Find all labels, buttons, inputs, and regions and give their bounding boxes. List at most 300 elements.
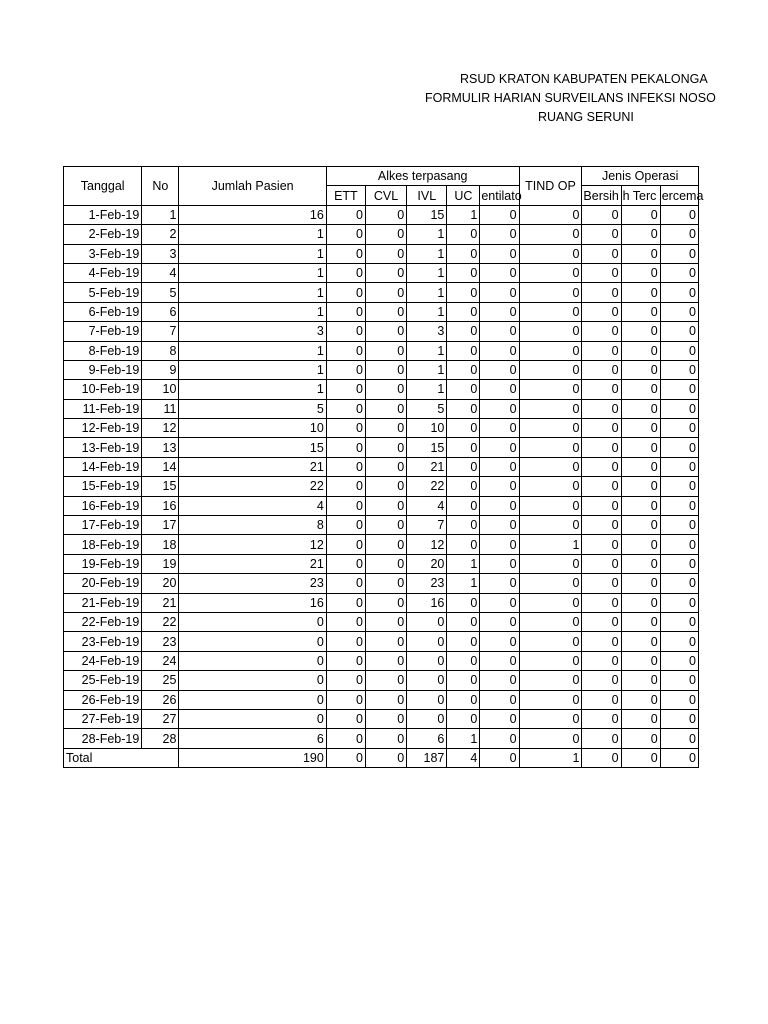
cvl-cell: 0: [365, 690, 406, 709]
tind-op-cell: 0: [519, 457, 582, 476]
header-alkes-terpasang: Alkes terpasang: [326, 167, 519, 186]
table-row: [64, 302, 699, 321]
uc-cell: 0: [447, 709, 480, 728]
date-cell: 23-Feb-19: [64, 632, 142, 651]
tercemar-cell: 0: [660, 457, 698, 476]
jumlah-pasien-cell: 0: [179, 709, 326, 728]
table-row: [64, 244, 699, 263]
no-cell: 9: [142, 360, 179, 379]
table-row: [64, 322, 699, 341]
bersih-tercemar-cell: 0: [621, 651, 660, 670]
bersih-tercemar-cell: 0: [621, 263, 660, 282]
ivl-cell: 1: [407, 225, 447, 244]
tercemar-cell: 0: [660, 205, 698, 224]
date-cell: 5-Feb-19: [64, 283, 142, 302]
tercemar-cell: 0: [660, 574, 698, 593]
bersih-tercemar-cell: 0: [621, 399, 660, 418]
no-cell: 24: [142, 651, 179, 670]
header-uc: UC: [447, 186, 480, 205]
ivl-cell: 15: [407, 438, 447, 457]
no-cell: 21: [142, 593, 179, 612]
tercemar-cell: 0: [660, 709, 698, 728]
table-row: [64, 690, 699, 709]
bersih-cell: 0: [582, 399, 621, 418]
table-row: [64, 283, 699, 302]
date-cell: 24-Feb-19: [64, 651, 142, 670]
jumlah-pasien-cell: 23: [179, 574, 326, 593]
tind-op-cell: 0: [519, 360, 582, 379]
no-cell: 5: [142, 283, 179, 302]
header-ett: ETT: [326, 186, 365, 205]
ventilator-cell: 0: [480, 283, 519, 302]
cvl-cell: 0: [365, 283, 406, 302]
uc-cell: 1: [447, 574, 480, 593]
bersih-tercemar-cell: 0: [621, 302, 660, 321]
ett-cell: 0: [326, 516, 365, 535]
bersih-cell: 0: [582, 516, 621, 535]
jumlah-pasien-cell: 1: [179, 341, 326, 360]
ventilator-cell: 0: [480, 244, 519, 263]
surveillance-table-sheet: [63, 166, 768, 772]
total-cell: 190: [179, 748, 326, 767]
jumlah-pasien-cell: 1: [179, 302, 326, 321]
bersih-tercemar-cell: 0: [621, 554, 660, 573]
bersih-cell: 0: [582, 593, 621, 612]
bersih-tercemar-cell: 0: [621, 496, 660, 515]
jumlah-pasien-cell: 21: [179, 554, 326, 573]
form-title: FORMULIR HARIAN SURVEILANS INFEKSI NOSO: [425, 91, 716, 105]
uc-cell: 0: [447, 632, 480, 651]
ett-cell: 0: [326, 225, 365, 244]
ivl-cell: 6: [407, 729, 447, 748]
bersih-tercemar-cell: 0: [621, 709, 660, 728]
bersih-tercemar-cell: 0: [621, 205, 660, 224]
ett-cell: 0: [326, 380, 365, 399]
uc-cell: 0: [447, 535, 480, 554]
uc-cell: 0: [447, 263, 480, 282]
date-cell: 12-Feb-19: [64, 419, 142, 438]
ventilator-cell: 0: [480, 438, 519, 457]
jumlah-pasien-cell: 22: [179, 477, 326, 496]
bersih-cell: 0: [582, 671, 621, 690]
date-cell: 6-Feb-19: [64, 302, 142, 321]
header-bersih-tercemar: h Terc: [621, 186, 660, 205]
tercemar-cell: 0: [660, 225, 698, 244]
tind-op-cell: 0: [519, 419, 582, 438]
bersih-tercemar-cell: 0: [621, 360, 660, 379]
tercemar-cell: 0: [660, 477, 698, 496]
date-cell: 16-Feb-19: [64, 496, 142, 515]
tind-op-cell: 0: [519, 225, 582, 244]
table-row: [64, 516, 699, 535]
ivl-cell: 5: [407, 399, 447, 418]
jumlah-pasien-cell: 1: [179, 244, 326, 263]
uc-cell: 0: [447, 244, 480, 263]
jumlah-pasien-cell: 1: [179, 225, 326, 244]
ett-cell: 0: [326, 593, 365, 612]
bersih-cell: 0: [582, 341, 621, 360]
uc-cell: 0: [447, 360, 480, 379]
date-cell: 10-Feb-19: [64, 380, 142, 399]
ivl-cell: 1: [407, 244, 447, 263]
table-row: [64, 360, 699, 379]
ett-cell: 0: [326, 360, 365, 379]
cvl-cell: 0: [365, 516, 406, 535]
cvl-cell: 0: [365, 632, 406, 651]
uc-cell: 0: [447, 283, 480, 302]
date-cell: 28-Feb-19: [64, 729, 142, 748]
tind-op-cell: 0: [519, 729, 582, 748]
bersih-cell: 0: [582, 302, 621, 321]
total-cell: 0: [326, 748, 365, 767]
header-bersih: Bersih: [582, 186, 621, 205]
tercemar-cell: 0: [660, 419, 698, 438]
cvl-cell: 0: [365, 263, 406, 282]
jumlah-pasien-cell: 0: [179, 671, 326, 690]
no-cell: 7: [142, 322, 179, 341]
total-cell: 4: [447, 748, 480, 767]
date-cell: 3-Feb-19: [64, 244, 142, 263]
tind-op-cell: 0: [519, 516, 582, 535]
uc-cell: 0: [447, 516, 480, 535]
no-cell: 1: [142, 205, 179, 224]
jumlah-pasien-cell: 10: [179, 419, 326, 438]
bersih-cell: 0: [582, 360, 621, 379]
tercemar-cell: 0: [660, 380, 698, 399]
ventilator-cell: 0: [480, 496, 519, 515]
table-row: [64, 651, 699, 670]
jumlah-pasien-cell: 1: [179, 360, 326, 379]
uc-cell: 1: [447, 205, 480, 224]
table-row: [64, 438, 699, 457]
no-cell: 27: [142, 709, 179, 728]
bersih-tercemar-cell: 0: [621, 477, 660, 496]
ivl-cell: 20: [407, 554, 447, 573]
ett-cell: 0: [326, 671, 365, 690]
no-cell: 18: [142, 535, 179, 554]
jumlah-pasien-cell: 0: [179, 612, 326, 631]
cvl-cell: 0: [365, 419, 406, 438]
ivl-cell: 0: [407, 671, 447, 690]
ivl-cell: 7: [407, 516, 447, 535]
uc-cell: 0: [447, 341, 480, 360]
ward-name: RUANG SERUNI: [538, 110, 634, 124]
ett-cell: 0: [326, 690, 365, 709]
ett-cell: 0: [326, 283, 365, 302]
bersih-tercemar-cell: 0: [621, 341, 660, 360]
total-cell: 0: [582, 748, 621, 767]
tercemar-cell: 0: [660, 322, 698, 341]
bersih-tercemar-cell: 0: [621, 225, 660, 244]
ventilator-cell: 0: [480, 322, 519, 341]
uc-cell: 0: [447, 496, 480, 515]
date-cell: 26-Feb-19: [64, 690, 142, 709]
jumlah-pasien-cell: 4: [179, 496, 326, 515]
jumlah-pasien-cell: 8: [179, 516, 326, 535]
ivl-cell: 16: [407, 593, 447, 612]
table-row: [64, 709, 699, 728]
table-row: [64, 535, 699, 554]
bersih-cell: 0: [582, 574, 621, 593]
bersih-cell: 0: [582, 651, 621, 670]
ventilator-cell: 0: [480, 671, 519, 690]
bersih-cell: 0: [582, 612, 621, 631]
ivl-cell: 1: [407, 283, 447, 302]
ventilator-cell: 0: [480, 516, 519, 535]
date-cell: 9-Feb-19: [64, 360, 142, 379]
total-cell: 0: [660, 748, 698, 767]
tind-op-cell: 0: [519, 399, 582, 418]
bersih-cell: 0: [582, 457, 621, 476]
table-body: [64, 205, 699, 748]
tind-op-cell: 0: [519, 380, 582, 399]
tind-op-cell: 0: [519, 302, 582, 321]
uc-cell: 0: [447, 419, 480, 438]
no-cell: 4: [142, 263, 179, 282]
bersih-cell: 0: [582, 205, 621, 224]
no-cell: 15: [142, 477, 179, 496]
cvl-cell: 0: [365, 205, 406, 224]
table-row: [64, 341, 699, 360]
document-header: [0, 66, 768, 126]
ventilator-cell: 0: [480, 302, 519, 321]
tind-op-cell: 0: [519, 263, 582, 282]
tercemar-cell: 0: [660, 671, 698, 690]
ivl-cell: 10: [407, 419, 447, 438]
ivl-cell: 0: [407, 690, 447, 709]
date-cell: 20-Feb-19: [64, 574, 142, 593]
jumlah-pasien-cell: 21: [179, 457, 326, 476]
table-row: [64, 671, 699, 690]
bersih-cell: 0: [582, 729, 621, 748]
no-cell: 11: [142, 399, 179, 418]
bersih-tercemar-cell: 0: [621, 516, 660, 535]
tercemar-cell: 0: [660, 438, 698, 457]
cvl-cell: 0: [365, 438, 406, 457]
bersih-cell: 0: [582, 380, 621, 399]
uc-cell: 0: [447, 612, 480, 631]
date-cell: 4-Feb-19: [64, 263, 142, 282]
date-cell: 19-Feb-19: [64, 554, 142, 573]
no-cell: 13: [142, 438, 179, 457]
ivl-cell: 0: [407, 632, 447, 651]
bersih-cell: 0: [582, 554, 621, 573]
ett-cell: 0: [326, 263, 365, 282]
date-cell: 22-Feb-19: [64, 612, 142, 631]
ivl-cell: 1: [407, 263, 447, 282]
no-cell: 17: [142, 516, 179, 535]
no-cell: 20: [142, 574, 179, 593]
bersih-tercemar-cell: 0: [621, 322, 660, 341]
cvl-cell: 0: [365, 535, 406, 554]
table-row: [64, 263, 699, 282]
ett-cell: 0: [326, 205, 365, 224]
tind-op-cell: 0: [519, 651, 582, 670]
ett-cell: 0: [326, 574, 365, 593]
ett-cell: 0: [326, 612, 365, 631]
table-row: [64, 457, 699, 476]
total-cell: 0: [621, 748, 660, 767]
table-row: [64, 574, 699, 593]
jumlah-pasien-cell: 1: [179, 283, 326, 302]
no-cell: 16: [142, 496, 179, 515]
total-cell: 187: [407, 748, 447, 767]
cvl-cell: 0: [365, 360, 406, 379]
cvl-cell: 0: [365, 729, 406, 748]
header-tercemar: ercema: [660, 186, 698, 205]
cvl-cell: 0: [365, 399, 406, 418]
date-cell: 21-Feb-19: [64, 593, 142, 612]
cvl-cell: 0: [365, 496, 406, 515]
jumlah-pasien-cell: 1: [179, 263, 326, 282]
tind-op-cell: 0: [519, 438, 582, 457]
uc-cell: 0: [447, 457, 480, 476]
cvl-cell: 0: [365, 651, 406, 670]
no-cell: 22: [142, 612, 179, 631]
tercemar-cell: 0: [660, 729, 698, 748]
jumlah-pasien-cell: 0: [179, 651, 326, 670]
date-cell: 2-Feb-19: [64, 225, 142, 244]
ett-cell: 0: [326, 651, 365, 670]
date-cell: 11-Feb-19: [64, 399, 142, 418]
ett-cell: 0: [326, 535, 365, 554]
ett-cell: 0: [326, 457, 365, 476]
date-cell: 17-Feb-19: [64, 516, 142, 535]
total-label: Total: [64, 748, 179, 767]
ventilator-cell: 0: [480, 535, 519, 554]
date-cell: 7-Feb-19: [64, 322, 142, 341]
bersih-tercemar-cell: 0: [621, 419, 660, 438]
ett-cell: 0: [326, 438, 365, 457]
cvl-cell: 0: [365, 612, 406, 631]
tind-op-cell: 0: [519, 244, 582, 263]
ett-cell: 0: [326, 244, 365, 263]
ventilator-cell: 0: [480, 399, 519, 418]
tind-op-cell: 0: [519, 477, 582, 496]
no-cell: 3: [142, 244, 179, 263]
bersih-cell: 0: [582, 419, 621, 438]
ivl-cell: 3: [407, 322, 447, 341]
cvl-cell: 0: [365, 225, 406, 244]
no-cell: 28: [142, 729, 179, 748]
ivl-cell: 1: [407, 341, 447, 360]
ivl-cell: 15: [407, 205, 447, 224]
cvl-cell: 0: [365, 477, 406, 496]
no-cell: 14: [142, 457, 179, 476]
header-tind-op: TIND OP: [519, 167, 582, 206]
tind-op-cell: 0: [519, 341, 582, 360]
uc-cell: 0: [447, 477, 480, 496]
tercemar-cell: 0: [660, 283, 698, 302]
header-no: No: [142, 167, 179, 206]
tind-op-cell: 0: [519, 632, 582, 651]
tind-op-cell: 0: [519, 612, 582, 631]
cvl-cell: 0: [365, 574, 406, 593]
bersih-tercemar-cell: 0: [621, 593, 660, 612]
ivl-cell: 21: [407, 457, 447, 476]
date-cell: 13-Feb-19: [64, 438, 142, 457]
no-cell: 19: [142, 554, 179, 573]
bersih-cell: 0: [582, 244, 621, 263]
ett-cell: 0: [326, 729, 365, 748]
ett-cell: 0: [326, 632, 365, 651]
ett-cell: 0: [326, 419, 365, 438]
bersih-tercemar-cell: 0: [621, 729, 660, 748]
bersih-tercemar-cell: 0: [621, 283, 660, 302]
tind-op-cell: 0: [519, 593, 582, 612]
jumlah-pasien-cell: 16: [179, 205, 326, 224]
no-cell: 26: [142, 690, 179, 709]
tind-op-cell: 0: [519, 690, 582, 709]
uc-cell: 0: [447, 651, 480, 670]
tercemar-cell: 0: [660, 612, 698, 631]
total-row: [64, 748, 699, 767]
header-cvl: CVL: [365, 186, 406, 205]
bersih-cell: 0: [582, 263, 621, 282]
cvl-cell: 0: [365, 244, 406, 263]
jumlah-pasien-cell: 12: [179, 535, 326, 554]
ett-cell: 0: [326, 477, 365, 496]
jumlah-pasien-cell: 16: [179, 593, 326, 612]
no-cell: 25: [142, 671, 179, 690]
cvl-cell: 0: [365, 671, 406, 690]
table-row: [64, 477, 699, 496]
tercemar-cell: 0: [660, 632, 698, 651]
uc-cell: 0: [447, 593, 480, 612]
ventilator-cell: 0: [480, 554, 519, 573]
date-cell: 14-Feb-19: [64, 457, 142, 476]
uc-cell: 0: [447, 302, 480, 321]
ventilator-cell: 0: [480, 709, 519, 728]
ivl-cell: 0: [407, 612, 447, 631]
bersih-tercemar-cell: 0: [621, 612, 660, 631]
table-row: [64, 399, 699, 418]
uc-cell: 0: [447, 438, 480, 457]
bersih-tercemar-cell: 0: [621, 671, 660, 690]
bersih-tercemar-cell: 0: [621, 438, 660, 457]
tind-op-cell: 0: [519, 496, 582, 515]
ventilator-cell: 0: [480, 205, 519, 224]
jumlah-pasien-cell: 5: [179, 399, 326, 418]
cvl-cell: 0: [365, 322, 406, 341]
ett-cell: 0: [326, 399, 365, 418]
cvl-cell: 0: [365, 302, 406, 321]
tercemar-cell: 0: [660, 360, 698, 379]
table-row: [64, 632, 699, 651]
ventilator-cell: 0: [480, 477, 519, 496]
ivl-cell: 12: [407, 535, 447, 554]
no-cell: 10: [142, 380, 179, 399]
ventilator-cell: 0: [480, 729, 519, 748]
cvl-cell: 0: [365, 457, 406, 476]
tercemar-cell: 0: [660, 341, 698, 360]
header-jenis-operasi: Jenis Operasi: [582, 167, 699, 186]
bersih-tercemar-cell: 0: [621, 457, 660, 476]
ett-cell: 0: [326, 302, 365, 321]
tind-op-cell: 0: [519, 554, 582, 573]
tind-op-cell: 0: [519, 322, 582, 341]
bersih-tercemar-cell: 0: [621, 535, 660, 554]
ivl-cell: 1: [407, 360, 447, 379]
ivl-cell: 0: [407, 651, 447, 670]
bersih-cell: 0: [582, 496, 621, 515]
jumlah-pasien-cell: 1: [179, 380, 326, 399]
bersih-cell: 0: [582, 477, 621, 496]
jumlah-pasien-cell: 6: [179, 729, 326, 748]
jumlah-pasien-cell: 15: [179, 438, 326, 457]
total-cell: 0: [480, 748, 519, 767]
tind-op-cell: 0: [519, 671, 582, 690]
